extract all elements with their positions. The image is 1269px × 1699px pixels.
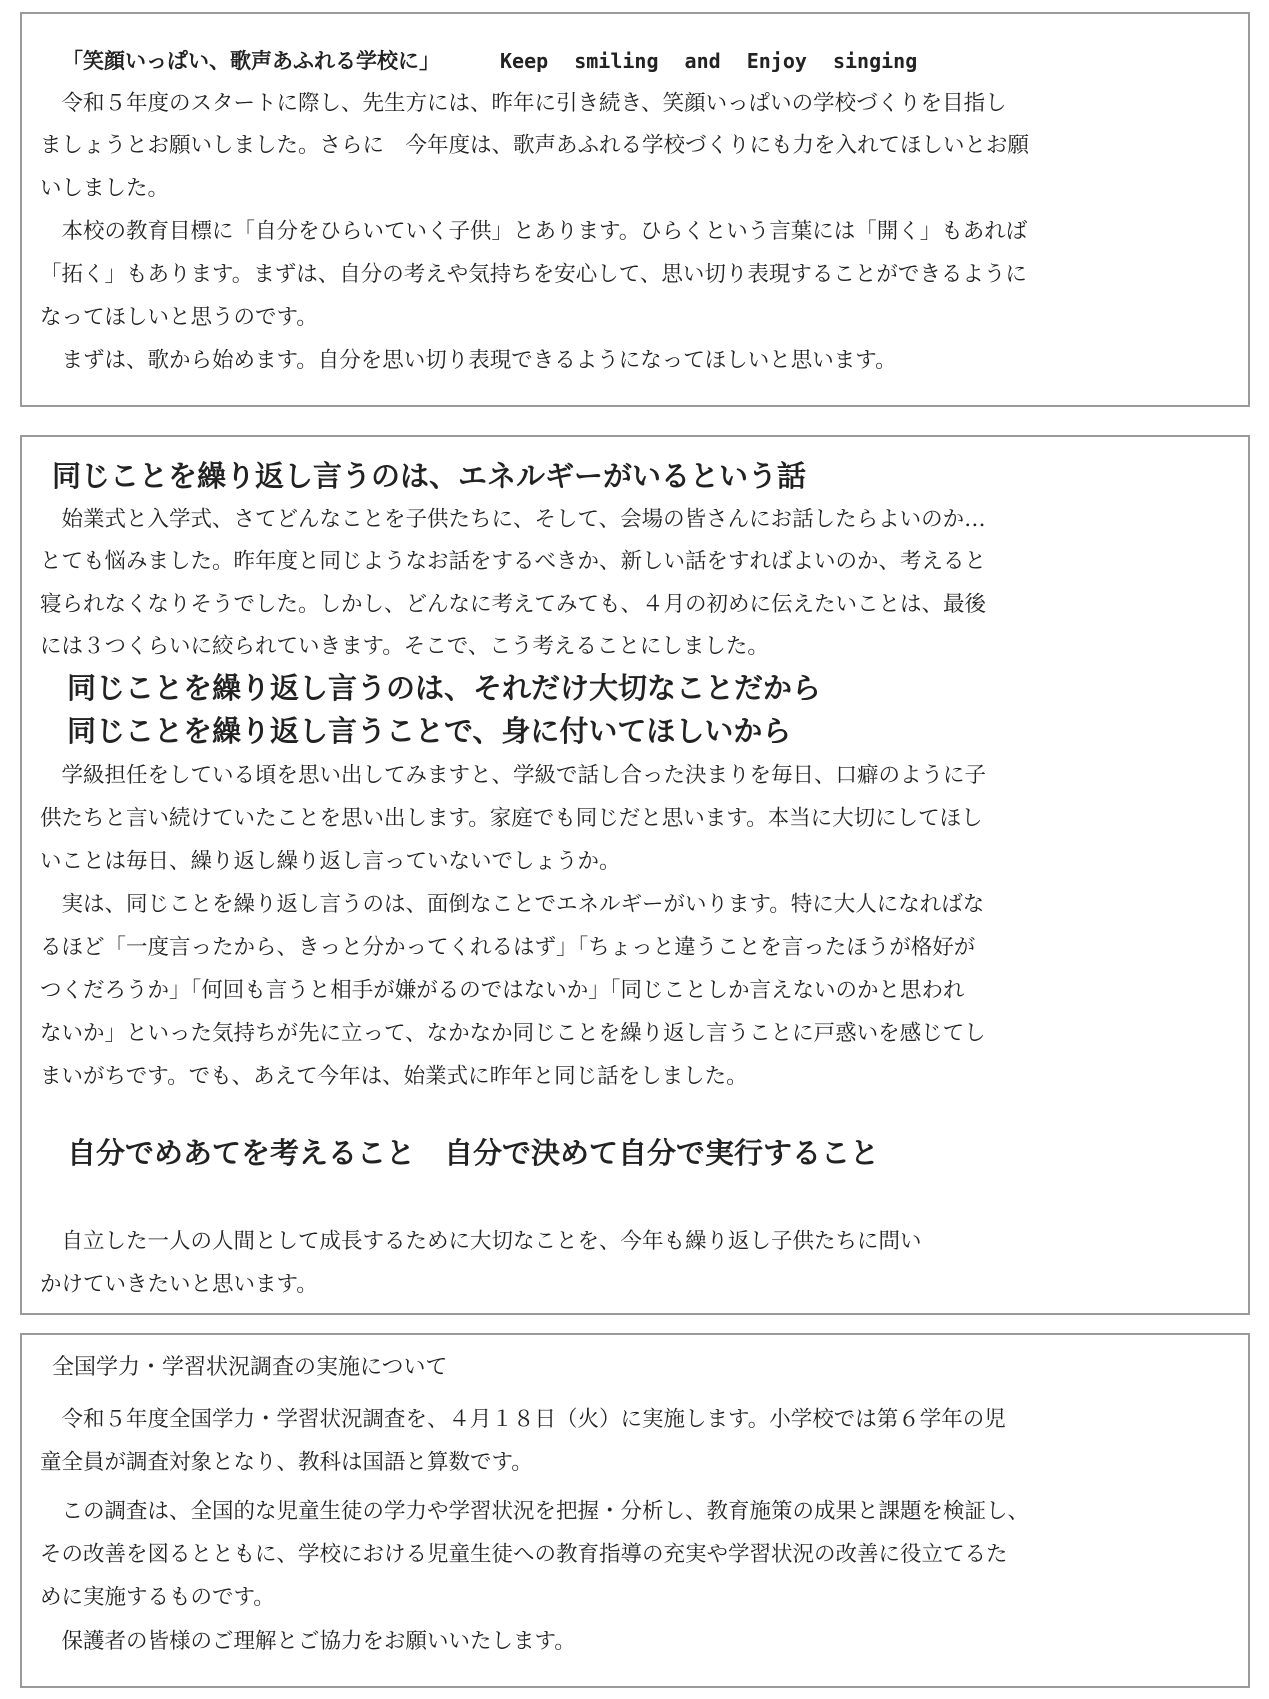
paragraph-line: 自立した一人の人間として成長するために大切なことを、今年も繰り返し子供たちに問い [40,1229,922,1254]
paragraph-line: まずは、歌から始めます。自分を思い切り表現できるようになってほしいと思います。 [40,348,897,373]
section-title [62,46,1234,76]
paragraph-line: 保護者の皆様のご理解とご協力をお願いいたします。 [40,1629,576,1654]
paragraph-line: まいがちです。でも、あえて今年は、始業式に昨年と同じ話をしました。 [40,1064,748,1089]
paragraph-line: 「拓く」もあります。まずは、自分の考えや気持ちを安心して、思い切り表現することができるように [40,262,1027,287]
section-heading: 全国学力・学習状況調査の実施について [52,1355,448,1380]
paragraph-line: には３つくらいに絞られていきます。そこで、こう考えることにしました。 [40,634,769,659]
greeting-section [20,12,1250,407]
paragraph-line: 令和５年度のスタートに際し、先生方には、昨年に引き続き、笑顔いっぱいの学校づくりを目指し [40,91,1007,116]
title-japanese: 「笑顔いっぱい、歌声あふれる学校に」 [62,48,440,73]
paragraph-line: この調査は、全国的な児童生徒の学力や学習状況を把握・分析し、教育施策の成果と課題を検証し、 [40,1499,1030,1524]
paragraph-line: その改善を図るとともに、学校における児童生徒への教育指導の充実や学習状況の改善に役立てるた [40,1542,1008,1567]
paragraph-line: いことは毎日、繰り返し繰り返し言っていないでしょうか。 [40,849,621,874]
repetition-essay-section [20,435,1250,1315]
paragraph-line: るほど「一度言ったから、きっと分かってくれるはず」「ちょっと違うことを言ったほうが格好が [40,935,976,960]
paragraph-line: かけていきたいと思います。 [40,1272,318,1297]
paragraph-line: ないか」といった気持ちが先に立って、なかなか同じことを繰り返し言うことに戸惑いを感じてし [40,1021,986,1046]
emphasis-goal-line: 自分でめあてを考えること 自分で決めて自分で実行すること [67,1136,880,1170]
title-english: Keep smiling and Enjoy singing [500,49,918,73]
paragraph-line: 童全員が調査対象となり、教科は国語と算数です。 [40,1450,533,1475]
paragraph-line: ましょうとお願いしました。さらに 今年度は、歌声あふれる学校づくりにも力を入れてほしいとお願 [40,133,1030,158]
emphasis-line: 同じことを繰り返し言うことで、身に付いてほしいから [67,714,792,748]
paragraph-line: 寝られなくなりそうでした。しかし、どんなに考えてみても、４月の初めに伝えたいことは、最後 [40,592,987,617]
paragraph-line: とても悩みました。昨年度と同じようなお話をするべきか、新しい話をすればよいのか、考えると [40,549,987,574]
paragraph-line: つくだろうか」「何回も言うと相手が嫌がるのではないか」「同じことしか言えないのかと思われ [40,978,965,1003]
national-assessment-section [20,1333,1250,1688]
paragraph-line: 始業式と入学式、さてどんなことを子供たちに、そして、会場の皆さんにお話したらよいのか… [40,507,986,532]
paragraph-line: 本校の教育目標に「自分をひらいていく子供」とあります。ひらくという言葉には「開く」もあれば [40,219,1028,244]
paragraph-line: 供たちと言い続けていたことを思い出します。家庭でも同じだと思います。本当に大切にしてほし [40,806,983,831]
section-heading: 同じことを繰り返し言うのは、エネルギーがいるという話 [52,459,807,493]
paragraph-line: 学級担任をしている頃を思い出してみますと、学級で話し合った決まりを毎日、口癖のように子 [40,763,987,788]
paragraph-line: 実は、同じことを繰り返し言うのは、面倒なことでエネルギーがいります。特に大人になればな [40,892,985,917]
paragraph-line: めに実施するものです。 [40,1585,275,1610]
emphasis-line: 同じことを繰り返し言うのは、それだけ大切なことだから [67,671,822,705]
paragraph-line: いしました。 [40,176,170,201]
paragraph-line: なってほしいと思うのです。 [40,305,318,330]
paragraph-line: 令和５年度全国学力・学習状況調査を、４月１８日（火）に実施します。小学校では第６学年の児 [40,1407,1006,1432]
